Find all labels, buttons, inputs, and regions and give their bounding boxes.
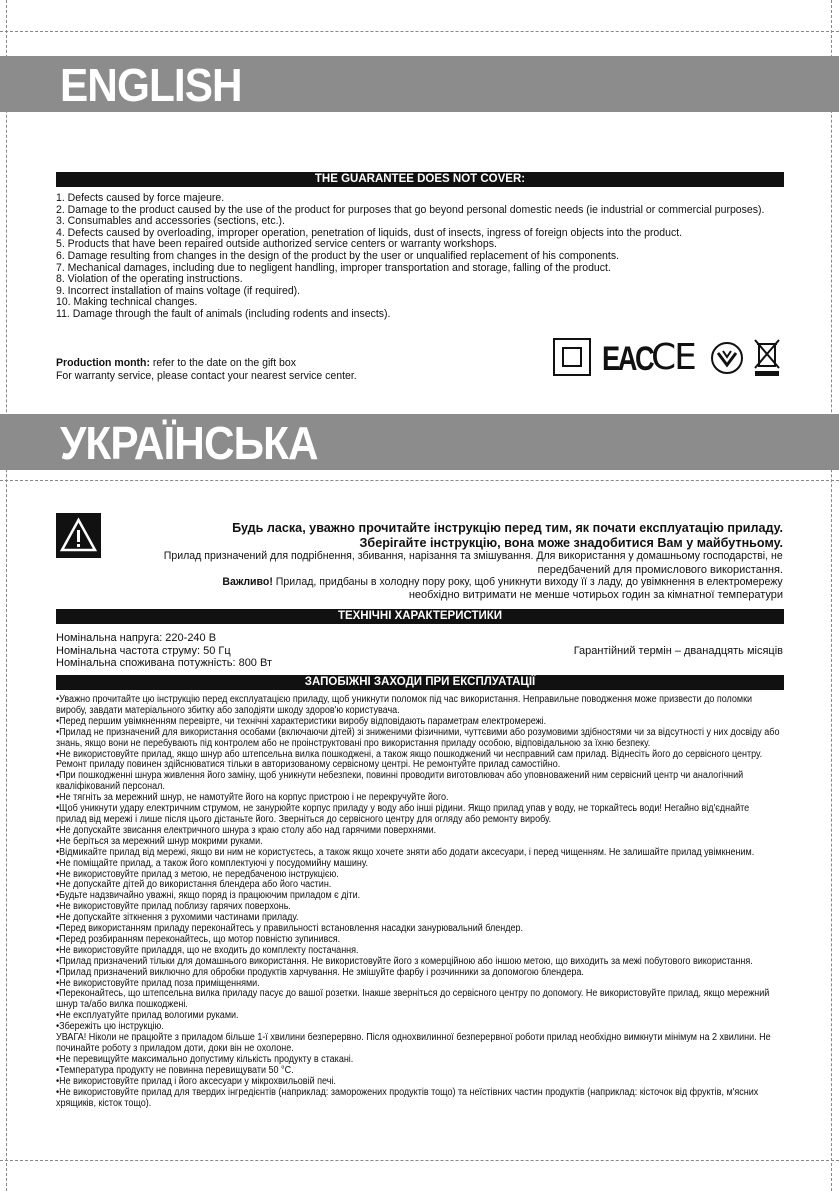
service-line: For warranty service, please contact your nearest service center.: [56, 369, 357, 382]
safety-item: •Не використовуйте прилад поза приміщеннями.: [56, 977, 260, 989]
safety-item: •Щоб уникнути удару електричним струмом, не занурюйте корпус приладу у воду або інші рідини. Якщо прилад упав у воду, не торкайтесь води! Негайно від'єднайте прилад від мережі і лише після цього дістаньте його. Зверніться до сервісного центру для огляду або ремонту виробу.: [56, 803, 750, 825]
important-text: Прилад, придбаны в холодну пору року, щоб уникнути виходу її з ладу, до увімкнення в електромережу: [273, 576, 783, 588]
safety-item: •Не використовуйте прилад і його аксесуари у мікрохвильовій печі.: [56, 1075, 336, 1087]
safety-item: •Не допускайте зіткнення з рухомими частинами приладу.: [56, 912, 299, 924]
cut-line-bottom: [0, 1160, 839, 1161]
safety-item: •Прилад призначений тільки для домашнього використання. Не використовуйте його з комерційною або іншою метою, що виходить за межі побутового використання.: [56, 955, 753, 967]
safety-item: •Перед першим увімкненням перевірте, чи технічні характеристики виробу відповідають параметрам електромережі.: [56, 715, 547, 727]
safety-item: •Будьте надзвичайно уважні, якщо поряд із працюючим приладом є діти.: [56, 890, 361, 902]
safety-item: •Не поміщайте прилад, а також його комплектуючі у посудомийну машину.: [56, 857, 368, 869]
cut-line-right: [831, 0, 832, 1191]
spec-frequency: Номінальна частота струму: 50 Гц: [56, 644, 231, 657]
safety-item: •Не експлуатуйте прилад вологими руками.: [56, 1010, 239, 1022]
safety-item: •Відмикайте прилад від мережі, якщо ви ним не користуєтесь, а також якщо хочете зняти або додати аксесуари, і перед чищенням. Не залишайте прилад увімкненим.: [56, 846, 755, 858]
specs-list: [56, 632, 272, 670]
specs-header: ТЕХНІЧНІ ХАРАКТЕРИСТИКИ: [56, 609, 784, 624]
safety-item: •Переконайтесь, що штепсельна вилка приладу пасує до вашої розетки. Інакше зверніться до сервісного центру по допомогу. Не використовуйте прилад, якщо мережний шнур та/або вилка пошкоджені.: [56, 988, 770, 1011]
ukrainian-section-band: [0, 414, 839, 470]
guarantee-item: 10. Making technical changes.: [56, 296, 198, 309]
spec-voltage: Номінальна напруга: 220-240 В: [56, 632, 217, 644]
safety-item: •Перед розбиранням переконайтесь, що мотор повністю зупинився.: [56, 933, 341, 945]
guarantee-item: 5. Products that have been repaired outside authorized service centers or warranty workshops.: [56, 238, 497, 251]
cut-line-middle: [0, 480, 839, 481]
important-label: Важливо!: [222, 576, 274, 588]
intro-line-4: передбачений для промислового використання.: [537, 564, 783, 576]
intro-line-2: Зберігайте інструкцію, вона може знадобитися Вам у майбутньому.: [359, 536, 783, 550]
guarantee-item: 6. Damage resulting from changes in the design of the product by the user or unqualified replacement of his components.: [56, 249, 619, 262]
safety-item: •Не використовуйте прилад поблизу гарячих поверхонь.: [56, 901, 291, 913]
cut-line-left: [6, 0, 7, 1191]
guarantee-item: 4. Defects caused by overloading, improper operation, penetration of liquids, dust of insects, ingress of foreign objects into the product.: [56, 226, 683, 239]
safety-item: •Перед використанням приладу переконайтесь у правильності встановлення насадки занурювальний блендер.: [56, 923, 524, 935]
guarantee-list: [56, 193, 783, 321]
guarantee-item: 9. Incorrect installation of mains voltage (if required).: [56, 284, 301, 297]
safety-item: •Не використовуйте прилад для твердих інгредієнтів (наприклад: заморожених продуктів тощо) та нeїстівних частин продуктів (наприклад: кісточок від фруктів, м'ясних хрящиків, кісток тощо).: [56, 1086, 759, 1109]
safety-list: [56, 695, 781, 1109]
safety-item: •Не допускайте дітей до використання блендера або його частин.: [56, 879, 332, 891]
safety-item: •Не використовуйте приладдя, що не входить до комплекту постачання.: [56, 944, 359, 956]
production-text: refer to the date on the gift box: [149, 357, 296, 369]
guarantee-item: 1. Defects caused by force majeure.: [56, 192, 225, 204]
production-info: [56, 357, 577, 382]
important-line-2: необхідно витримати не менше чотирьох годин за кімнатної температури: [408, 589, 783, 601]
safety-item: •Температура продукту не повинна перевищувати 50 °С.: [56, 1064, 294, 1076]
guarantee-item: 3. Consumables and accessories (sections, etc.).: [56, 215, 285, 228]
safety-item: •Прилад призначений виключно для обробки продуктів харчування. Не змішуйте фарбу і розчинники за допомогою блендера.: [56, 966, 584, 978]
ce-mark-icon: CE: [651, 337, 695, 378]
ukrainian-conformity-icon: [710, 341, 744, 380]
warranty-term: Гарантійний термін – дванадцять місяців: [573, 645, 783, 657]
ukrainian-section-title: УКРАЇНСЬКА: [60, 417, 318, 469]
safety-item: •Збережіть цю інструкцію.: [56, 1021, 164, 1033]
safety-item: •Не тягніть за мережний шнур, не намотуйте його на корпус пристрою і не перекручуйте його.: [56, 792, 449, 804]
cut-line-top: [0, 31, 839, 32]
safety-item: •Прилад не призначений для використання особами (включаючи дітей) зі зниженими фізичними, чуттєвими або розумовими здібностями чи за відсутності у них досвіду або знань, якщо вони не перебувають під контролем або не проінструктовані про використання приладу особою, відповідальною за їхню безпеку.: [56, 726, 780, 749]
intro-line-1: Будь ласка, уважно прочитайте інструкцію перед тим, як почати експлуатацію приладу.: [232, 521, 783, 535]
guarantee-item: 11. Damage through the fault of animals (including rodents and insects).: [56, 307, 391, 320]
production-label: Production month:: [56, 357, 150, 369]
guarantee-item: 2. Damage to the product caused by the use of the product for purposes that go beyond personal domestic needs (ie industrial or commercial purposes).: [56, 203, 765, 216]
safety-item: УВАГА! Ніколи не працюйте з приладом більше 1-ї хвилини безперервно. Після однохвилинної безперервної роботи прилад необхідно вимкнути мінімум на 2 хвилини. Не починайте роботу з приладом доти, доки він не охолоне.: [56, 1032, 771, 1054]
guarantee-item: 8. Violation of the operating instructions.: [56, 273, 243, 286]
english-section-band: [0, 56, 839, 112]
intro-line-3: Прилад призначений для подрібнення, збивання, нарізання та змішування. Для використання у домашньому господарстві, не: [164, 550, 783, 562]
safety-item: •При пошкодженні шнура живлення його заміну, щоб уникнути небезпеки, повинні проводити виготовлювач або уповноважений ним сервісний центр чи аналогічний кваліфікований персонал.: [56, 770, 744, 793]
guarantee-item: 7. Mechanical damages, including due to negligent handling, improper transportation and storage, falling of the product.: [56, 261, 611, 274]
english-section-title: ENGLISH: [60, 59, 242, 111]
guarantee-header: THE GUARANTEE DOES NOT COVER:: [56, 172, 784, 187]
production-month-line: [56, 357, 577, 370]
safety-item: •Не використовуйте прилад, якщо шнур або штепсельна вилка пошкоджені, а також якщо пошкоджений чи несправний сам прилад. Віднесіть його до сервісного центру. Ремонт приладу повинен здійснюватися тільки в авторизованому сервісному центрі. Не ремонтуйте прилад самостійно.: [56, 748, 763, 771]
warning-icon: [56, 513, 101, 558]
important-line-1: [223, 576, 783, 589]
double-insulation-icon: [553, 338, 591, 376]
safety-item: •Не перевищуйте максимально допустиму кількість продукту в стакані.: [56, 1053, 354, 1065]
safety-item: •Не використовуйте прилад з метою, не передбаченою інструкцією.: [56, 868, 339, 880]
weee-bin-icon: [752, 338, 782, 383]
eac-mark-icon: EAC: [602, 340, 653, 378]
spec-power: Номінальна споживана потужність: 800 Вт: [56, 657, 272, 669]
safety-item: •Уважно прочитайте цю інструкцію перед експлуатацією приладу, щоб уникнути поломок під час використання. Неправильне поводження може призвести до поломки виробу, завдати матеріального збитку або заподіяти шкоду здоров'ю користувача.: [56, 694, 753, 716]
safety-header: ЗАПОБІЖНІ ЗАХОДИ ПРИ ЕКСПЛУАТАЦІЇ: [56, 675, 784, 690]
safety-item: •Не допускайте звисання електричного шнура з краю столу або над гарячими поверхнями.: [56, 824, 437, 836]
safety-item: •Не беріться за мережний шнур мокрими руками.: [56, 835, 263, 847]
